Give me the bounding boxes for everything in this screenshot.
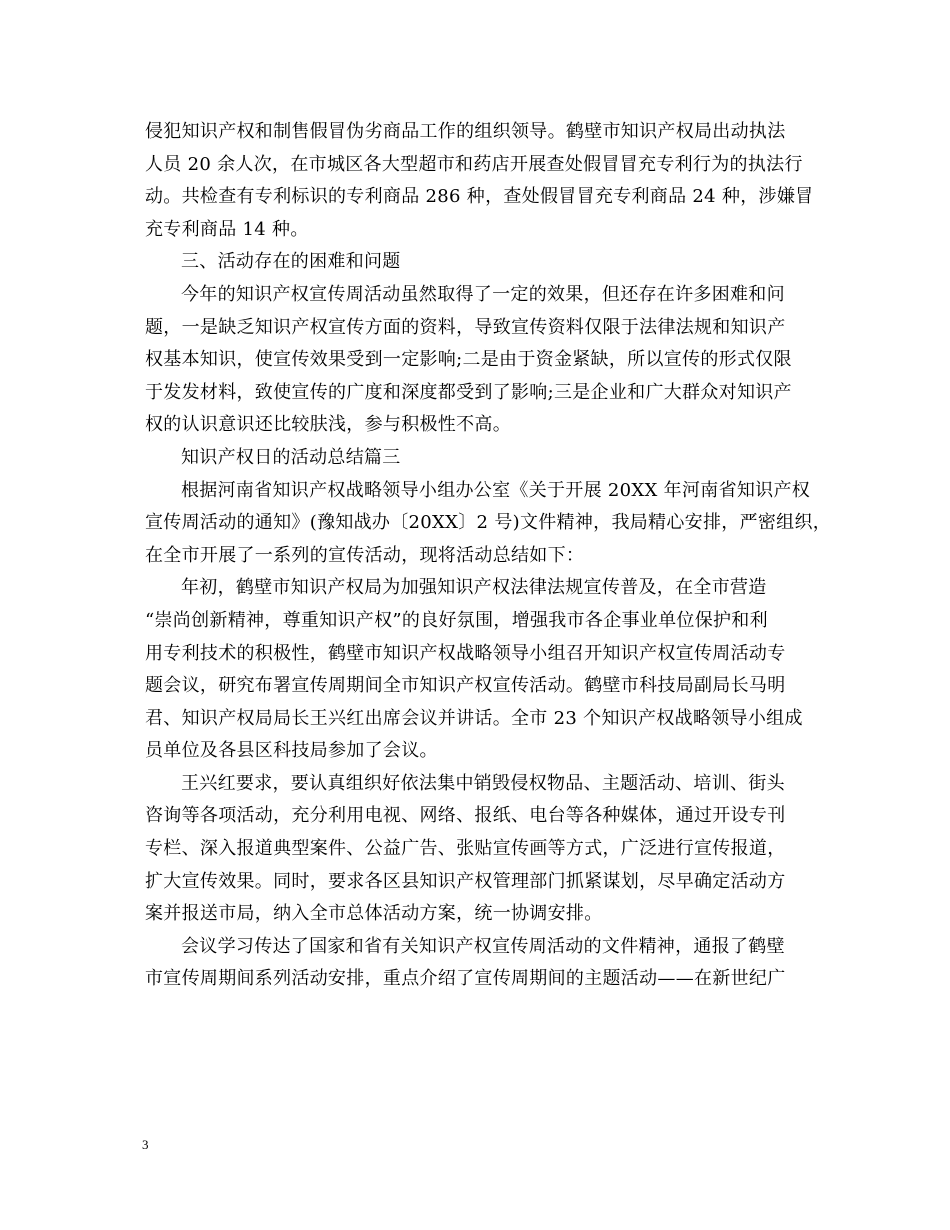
text-line: 在全市开展了一系列的宣传活动，现将活动总结如下： [145, 544, 585, 566]
text-line: 人员 20 余人次，在市城区各大型超市和药店开展查处假冒冒充专利行为的执法行 [145, 153, 803, 175]
text-line: 案并报送市局，纳入全市总体活动方案，统一协调安排。 [145, 903, 603, 925]
text-line: 市宣传周期间系列活动安排，重点介绍了宣传周期间的主题活动——在新世纪广 [145, 968, 786, 990]
text-line: 侵犯知识产权和制售假冒伪劣商品工作的组织领导。鹤壁市知识产权局出动执法 [145, 121, 786, 142]
text-line: 会议学习传达了国家和省有关知识产权宣传周活动的文件精神，通报了鹤壁 [181, 935, 785, 957]
text-line: “崇尚创新精神，尊重知识产权”的良好氛围，增强我市各企事业单位保护和利 [145, 609, 768, 631]
text-line: 题，一是缺乏知识产权宣传方面的资料，导致宣传资料仅限于法律法规和知识产 [145, 316, 786, 338]
text-line: 王兴红要求，要认真组织好依法集中销毁侵权物品、主题活动、培训、街头 [181, 772, 785, 794]
text-line: 动。共检查有专利标识的专利商品 286 种，查处假冒冒充专利商品 24 种，涉嫌冒 [145, 186, 814, 208]
document-body [145, 116, 832, 996]
text-line: 专栏、深入报道典型案件、公益广告、张贴宣传画等方式，广泛进行宣传报道， [145, 838, 786, 860]
text-line: 咨询等各项活动，充分利用电视、网络、报纸、电台等各种媒体，通过开设专刊 [145, 805, 786, 827]
text-line: 充专利商品 14 种。 [145, 218, 309, 240]
text-line: 宣传周活动的通知》(豫知战办〔20XX〕2 号)文件精神，我局精心安排，严密组织， [145, 512, 832, 534]
text-line: 题会议，研究布署宣传周期间全市知识产权宣传活动。鹤壁市科技局副局长马明 [145, 675, 786, 697]
text-line: 知识产权日的活动总结篇三 [181, 446, 401, 468]
text-line: 年初，鹤壁市知识产权局为加强知识产权法律法规宣传普及，在全市营造 [181, 577, 767, 599]
text-line: 君、知识产权局局长王兴红出席会议并讲话。全市 23 个知识产权战略领导小组成 [145, 707, 803, 729]
text-line: 扩大宣传效果。同时，要求各区县知识产权管理部门抓紧谋划，尽早确定活动方 [145, 870, 786, 892]
text-line: 三、活动存在的困难和问题 [181, 251, 401, 273]
text-line: 权的认识意识还比较肤浅，参与积极性不高。 [145, 414, 511, 436]
text-line: 根据河南省知识产权战略领导小组办公室《关于开展 20XX 年河南省知识产权 [181, 479, 811, 501]
page-number: 3 [142, 1137, 149, 1152]
text-line: 员单位及各县区科技局参加了会议。 [145, 740, 438, 762]
text-line: 权基本知识，使宣传效果受到一定影响;二是由于资金紧缺，所以宣传的形式仅限 [145, 349, 792, 371]
text-line: 今年的知识产权宣传周活动虽然取得了一定的效果，但还存在许多困难和问 [181, 283, 785, 305]
text-line: 于发发材料，致使宣传的广度和深度都受到了影响;三是企业和广大群众对知识产 [145, 381, 792, 403]
text-line: 用专利技术的积极性，鹤壁市知识产权战略领导小组召开知识产权宣传周活动专 [145, 642, 786, 664]
